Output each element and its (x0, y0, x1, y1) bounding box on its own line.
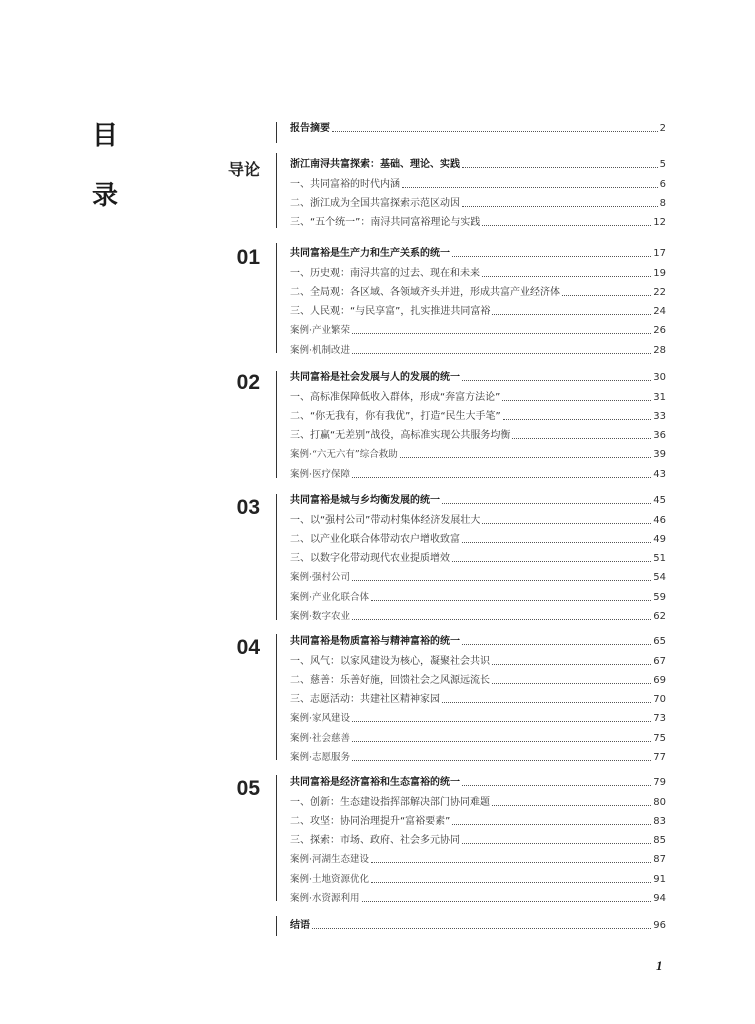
entry-page: 65 (653, 636, 666, 648)
toc-title-char-2: 录 (92, 181, 119, 211)
entry-title: 三、以数字化带动现代农业提质增效 (290, 553, 450, 565)
divider-03 (276, 494, 277, 620)
entry-page: 54 (653, 572, 666, 584)
leader-dots (352, 353, 651, 354)
entry-title: 三、“五个统一”：南浔共同富裕理论与实践 (290, 217, 481, 229)
toc-entry[interactable] (290, 426, 666, 445)
toc-entry[interactable] (290, 671, 666, 690)
toc-entry[interactable] (290, 244, 666, 263)
entry-page: 80 (653, 796, 666, 808)
leader-dots (462, 206, 658, 207)
page-number: 1 (656, 958, 663, 973)
toc-entry[interactable] (290, 587, 666, 606)
entry-page: 6 (659, 178, 666, 190)
toc-entry[interactable] (290, 549, 666, 568)
toc-entry[interactable] (290, 263, 666, 282)
entry-title: 二、攻坚：协同治理提升“富裕要素” (290, 815, 451, 827)
toc-entry[interactable] (290, 407, 666, 426)
leader-dots (562, 295, 651, 296)
divider-intro (276, 153, 277, 228)
toc-entry[interactable] (290, 155, 666, 174)
entry-title: 案例·产业繁荣 (290, 325, 351, 337)
leader-dots (402, 187, 658, 188)
entry-title: 案例·产业化联合体 (290, 591, 370, 603)
leader-dots (442, 702, 651, 703)
entry-page: 36 (653, 430, 666, 442)
entry-title: 共同富裕是经济富裕和生态富裕的统一 (290, 777, 460, 789)
entry-page: 39 (653, 449, 666, 461)
leader-dots (362, 901, 652, 902)
entry-page: 67 (653, 655, 666, 667)
toc-group-05 (290, 773, 666, 908)
toc-entry[interactable] (290, 690, 666, 709)
leader-dots (502, 400, 651, 401)
entry-title: 案例·水资源利用 (290, 893, 360, 905)
entry-page: 19 (653, 267, 666, 279)
entry-title: 一、共同富裕的时代内涵 (290, 178, 400, 190)
entry-title: 共同富裕是物质富裕与精神富裕的统一 (290, 636, 460, 648)
toc-entry[interactable] (290, 632, 666, 651)
divider-02 (276, 371, 277, 478)
entry-title: 共同富裕是社会发展与人的发展的统一 (290, 372, 460, 384)
entry-page: 91 (653, 873, 666, 885)
divider-01 (276, 243, 277, 353)
toc-title-char-1: 目 (92, 121, 119, 151)
entry-title: 案例·医疗保障 (290, 468, 351, 480)
entry-page: 12 (653, 217, 666, 229)
toc-entry[interactable] (290, 368, 666, 387)
leader-dots (312, 928, 651, 929)
entry-title: 案例·数字农业 (290, 611, 351, 623)
entry-page: 8 (659, 197, 666, 209)
toc-entry[interactable] (290, 464, 666, 483)
entry-page: 87 (653, 854, 666, 866)
entry-title: 二、“你无我有，你有我优”，打造“民生大手笔” (290, 410, 501, 422)
toc-entry[interactable] (290, 213, 666, 232)
toc-group-03 (290, 491, 666, 626)
entry-page: 77 (653, 752, 666, 764)
section-label-03: 03 (236, 496, 260, 519)
entry-title: 共同富裕是生产力和生产关系的统一 (290, 248, 450, 260)
entry-page: 17 (653, 248, 666, 260)
entry-page: 28 (653, 344, 666, 356)
entry-title: 三、打赢“无差别”战役，高标准实现公共服务均衡 (290, 430, 511, 442)
entry-title: 三、人民观：“与民享富”，扎实推进共同富裕 (290, 306, 491, 318)
entry-page: 5 (659, 159, 666, 171)
entry-page: 49 (653, 533, 666, 545)
leader-dots (371, 882, 651, 883)
toc-entry[interactable] (290, 302, 666, 321)
entry-page: 96 (653, 920, 666, 932)
toc-entry[interactable] (290, 812, 666, 831)
entry-title: 二、慈善：乐善好施，回馈社会之风源远流长 (290, 674, 490, 686)
divider-04 (276, 634, 277, 760)
entry-page: 73 (653, 713, 666, 725)
divider-conclusion (276, 916, 277, 936)
entry-title: 一、创新：生态建设指挥部解决部门协同难题 (290, 796, 490, 808)
leader-dots (492, 683, 651, 684)
entry-page: 75 (653, 732, 666, 744)
leader-dots (371, 600, 651, 601)
leader-dots (462, 542, 651, 543)
entry-page: 69 (653, 674, 666, 686)
toc-entry[interactable] (290, 321, 666, 340)
section-label-05: 05 (236, 777, 260, 800)
entry-page: 70 (653, 694, 666, 706)
toc-entry[interactable] (290, 831, 666, 850)
toc-group-01 (290, 244, 666, 360)
entry-title: 案例·家风建设 (290, 713, 351, 725)
toc-entry[interactable] (290, 283, 666, 302)
toc-entry[interactable] (290, 869, 666, 888)
entry-title: 三、志愿活动：共建社区精神家园 (290, 694, 440, 706)
toc-entry[interactable] (290, 174, 666, 193)
entry-title: 案例·河湖生态建设 (290, 854, 370, 866)
entry-title: 结语 (290, 920, 310, 932)
leader-dots (400, 457, 652, 458)
leader-dots (482, 523, 651, 524)
entry-title: 案例·强村公司 (290, 572, 351, 584)
toc-entry[interactable] (290, 491, 666, 510)
entry-page: 33 (653, 410, 666, 422)
leader-dots (503, 419, 652, 420)
toc-entry[interactable] (290, 709, 666, 728)
divider-summary (276, 122, 277, 143)
entry-page: 51 (653, 553, 666, 565)
entry-page: 45 (653, 495, 666, 507)
toc-entry[interactable] (290, 530, 666, 549)
toc-group-04 (290, 632, 666, 767)
entry-title: 二、以产业化联合体带动农户增收致富 (290, 533, 460, 545)
toc-entry[interactable] (290, 651, 666, 670)
leader-dots (452, 824, 651, 825)
entry-title: 一、历史观：南浔共富的过去、现在和未来 (290, 267, 480, 279)
leader-dots (462, 167, 658, 168)
toc-entry[interactable] (290, 889, 666, 908)
leader-dots (452, 561, 651, 562)
leader-dots (352, 760, 651, 761)
entry-title: 浙江南浔共富探索：基础、理论、实践 (290, 159, 460, 171)
leader-dots (371, 862, 651, 863)
entry-page: 79 (653, 777, 666, 789)
entry-page: 43 (653, 468, 666, 480)
section-label-intro: 导论 (227, 160, 260, 179)
section-label-04: 04 (236, 636, 260, 659)
leader-dots (352, 721, 651, 722)
leader-dots (442, 503, 651, 504)
entry-title: 一、高标准保障低收入群体，形成“奔富方法论” (290, 391, 501, 403)
toc-entry[interactable] (290, 728, 666, 747)
toc-group-intro (290, 155, 666, 232)
entry-title: 三、探索：市场、政府、社会多元协同 (290, 835, 460, 847)
entry-title: 案例·社会慈善 (290, 732, 351, 744)
entry-page: 62 (653, 611, 666, 623)
entry-title: 一、以“强村公司”带动村集体经济发展壮大 (290, 514, 481, 526)
leader-dots (352, 619, 651, 620)
entry-page: 24 (653, 306, 666, 318)
leader-dots (492, 805, 651, 806)
toc-entry[interactable] (290, 445, 666, 464)
leader-dots (352, 333, 651, 334)
leader-dots (452, 256, 651, 257)
toc-entry[interactable] (290, 850, 666, 869)
leader-dots (482, 225, 651, 226)
toc-entry[interactable] (290, 916, 666, 935)
leader-dots (462, 644, 651, 645)
entry-page: 26 (653, 325, 666, 337)
toc-entry[interactable] (290, 194, 666, 213)
entry-page: 46 (653, 514, 666, 526)
entry-page: 30 (653, 372, 666, 384)
toc-entry[interactable] (290, 119, 666, 138)
leader-dots (492, 664, 651, 665)
toc-entry[interactable] (290, 340, 666, 359)
entry-page: 22 (653, 286, 666, 298)
leader-dots (332, 131, 658, 132)
section-label-01: 01 (236, 246, 260, 269)
entry-page: 31 (653, 391, 666, 403)
entry-page: 85 (653, 835, 666, 847)
leader-dots (352, 477, 651, 478)
entry-page: 94 (653, 893, 666, 905)
leader-dots (352, 741, 651, 742)
toc-summary (290, 119, 666, 138)
section-label-02: 02 (236, 371, 260, 394)
entry-page: 59 (653, 591, 666, 603)
leader-dots (512, 438, 651, 439)
toc-conclusion (290, 916, 666, 935)
entry-title: 二、全局观：各区域、各领域齐头并进，形成共富产业经济体 (290, 286, 560, 298)
toc-entry[interactable] (290, 510, 666, 529)
leader-dots (492, 314, 651, 315)
toc-entry[interactable] (290, 387, 666, 406)
leader-dots (352, 580, 651, 581)
entry-title: 案例·机制改进 (290, 344, 351, 356)
toc-entry[interactable] (290, 792, 666, 811)
leader-dots (462, 843, 651, 844)
toc-entry[interactable] (290, 607, 666, 626)
entry-title: 案例·“六无六有”综合救助 (290, 449, 398, 461)
entry-title: 案例·土地资源优化 (290, 873, 370, 885)
divider-05 (276, 775, 277, 901)
entry-title: 报告摘要 (290, 123, 330, 135)
toc-group-02 (290, 368, 666, 484)
entry-title: 案例·志愿服务 (290, 752, 351, 764)
leader-dots (482, 276, 651, 277)
toc-entry[interactable] (290, 773, 666, 792)
entry-title: 共同富裕是城与乡均衡发展的统一 (290, 495, 440, 507)
leader-dots (462, 380, 651, 381)
entry-title: 一、风气：以家风建设为核心，凝聚社会共识 (290, 655, 490, 667)
toc-entry[interactable] (290, 748, 666, 767)
entry-page: 2 (659, 123, 666, 135)
toc-entry[interactable] (290, 568, 666, 587)
leader-dots (462, 785, 651, 786)
entry-title: 二、浙江成为全国共富探索示范区动因 (290, 197, 460, 209)
entry-page: 83 (653, 815, 666, 827)
